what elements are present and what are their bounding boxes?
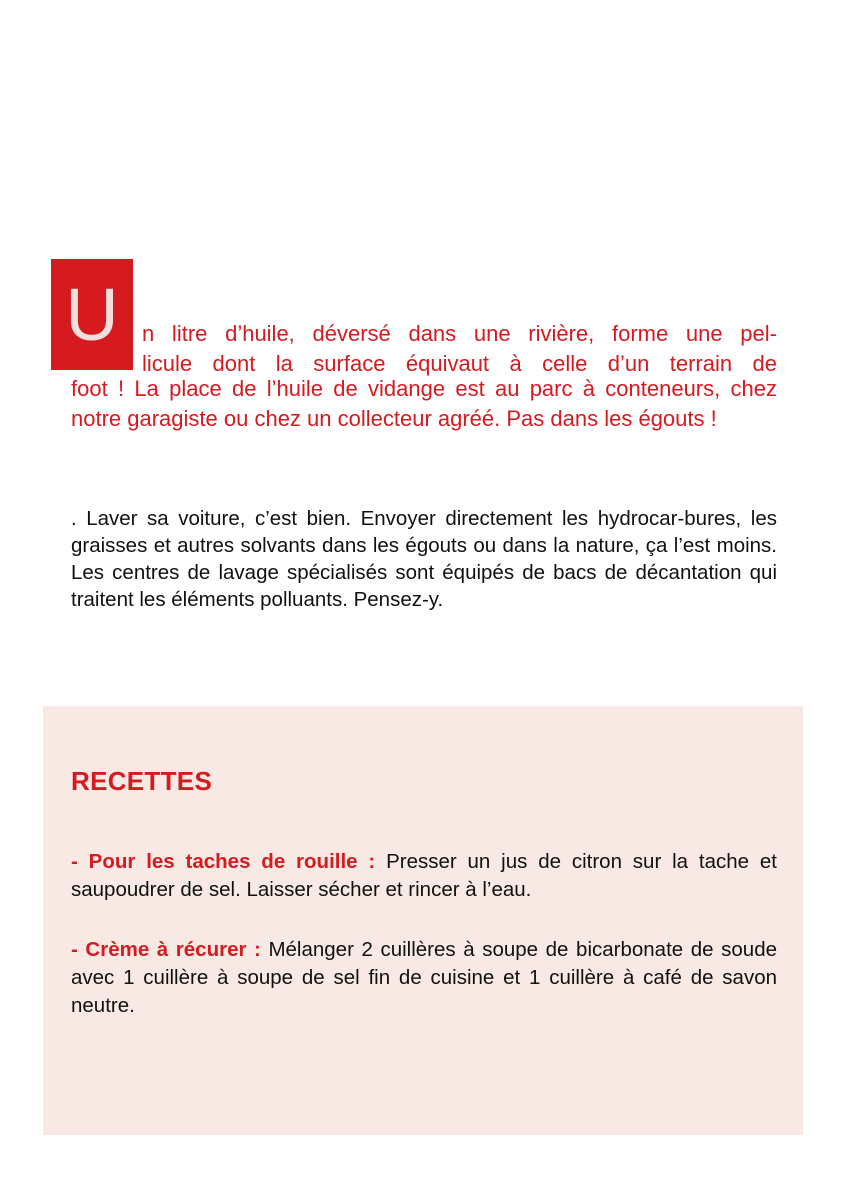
recipe-rust-stains [71,848,777,904]
dropcap-letter: U [51,259,133,370]
recipe-name: - Crème à récurer : [71,938,261,961]
intro-line-2: licule dont la surface équivaut à celle d’un terrain de [142,351,777,376]
recipe-scouring-cream [71,936,777,1020]
recipe-text: Presser un jus de citron sur la tache et saupoudrer de sel. Laisser sécher et rincer à l’eau. [71,850,777,901]
recipe-name: - Pour les taches de rouille : [71,850,376,873]
intro-text-first-lines [51,259,777,379]
recettes-box [43,706,803,1135]
intro-line-1: n litre d’huile, déversé dans une rivière, forme une pel- [142,321,777,346]
recipe-text: Mélanger 2 cuillères à soupe de bicarbonate de soude avec 1 cuillère à soupe de sel fin de cuisine et 1 cuillère à café de savon neutre. [71,938,777,1017]
recettes-title: RECETTES [71,766,213,796]
intro-block [51,259,777,379]
car-wash-paragraph: . Laver sa voiture, c’est bien. Envoyer directement les hydrocar-bures, les graisses et autres solvants dans les égouts ou dans la nature, ça l’est moins. Les centres de lavage spécialisés sont équipés de bacs de décantation qui traitent les éléments polluants. Pensez-y. [71,507,777,611]
intro-text-rest: foot ! La place de l’huile de vidange est au parc à conteneurs, chez notre garagiste ou chez un collecteur agréé. Pas dans les égouts ! [71,376,777,431]
